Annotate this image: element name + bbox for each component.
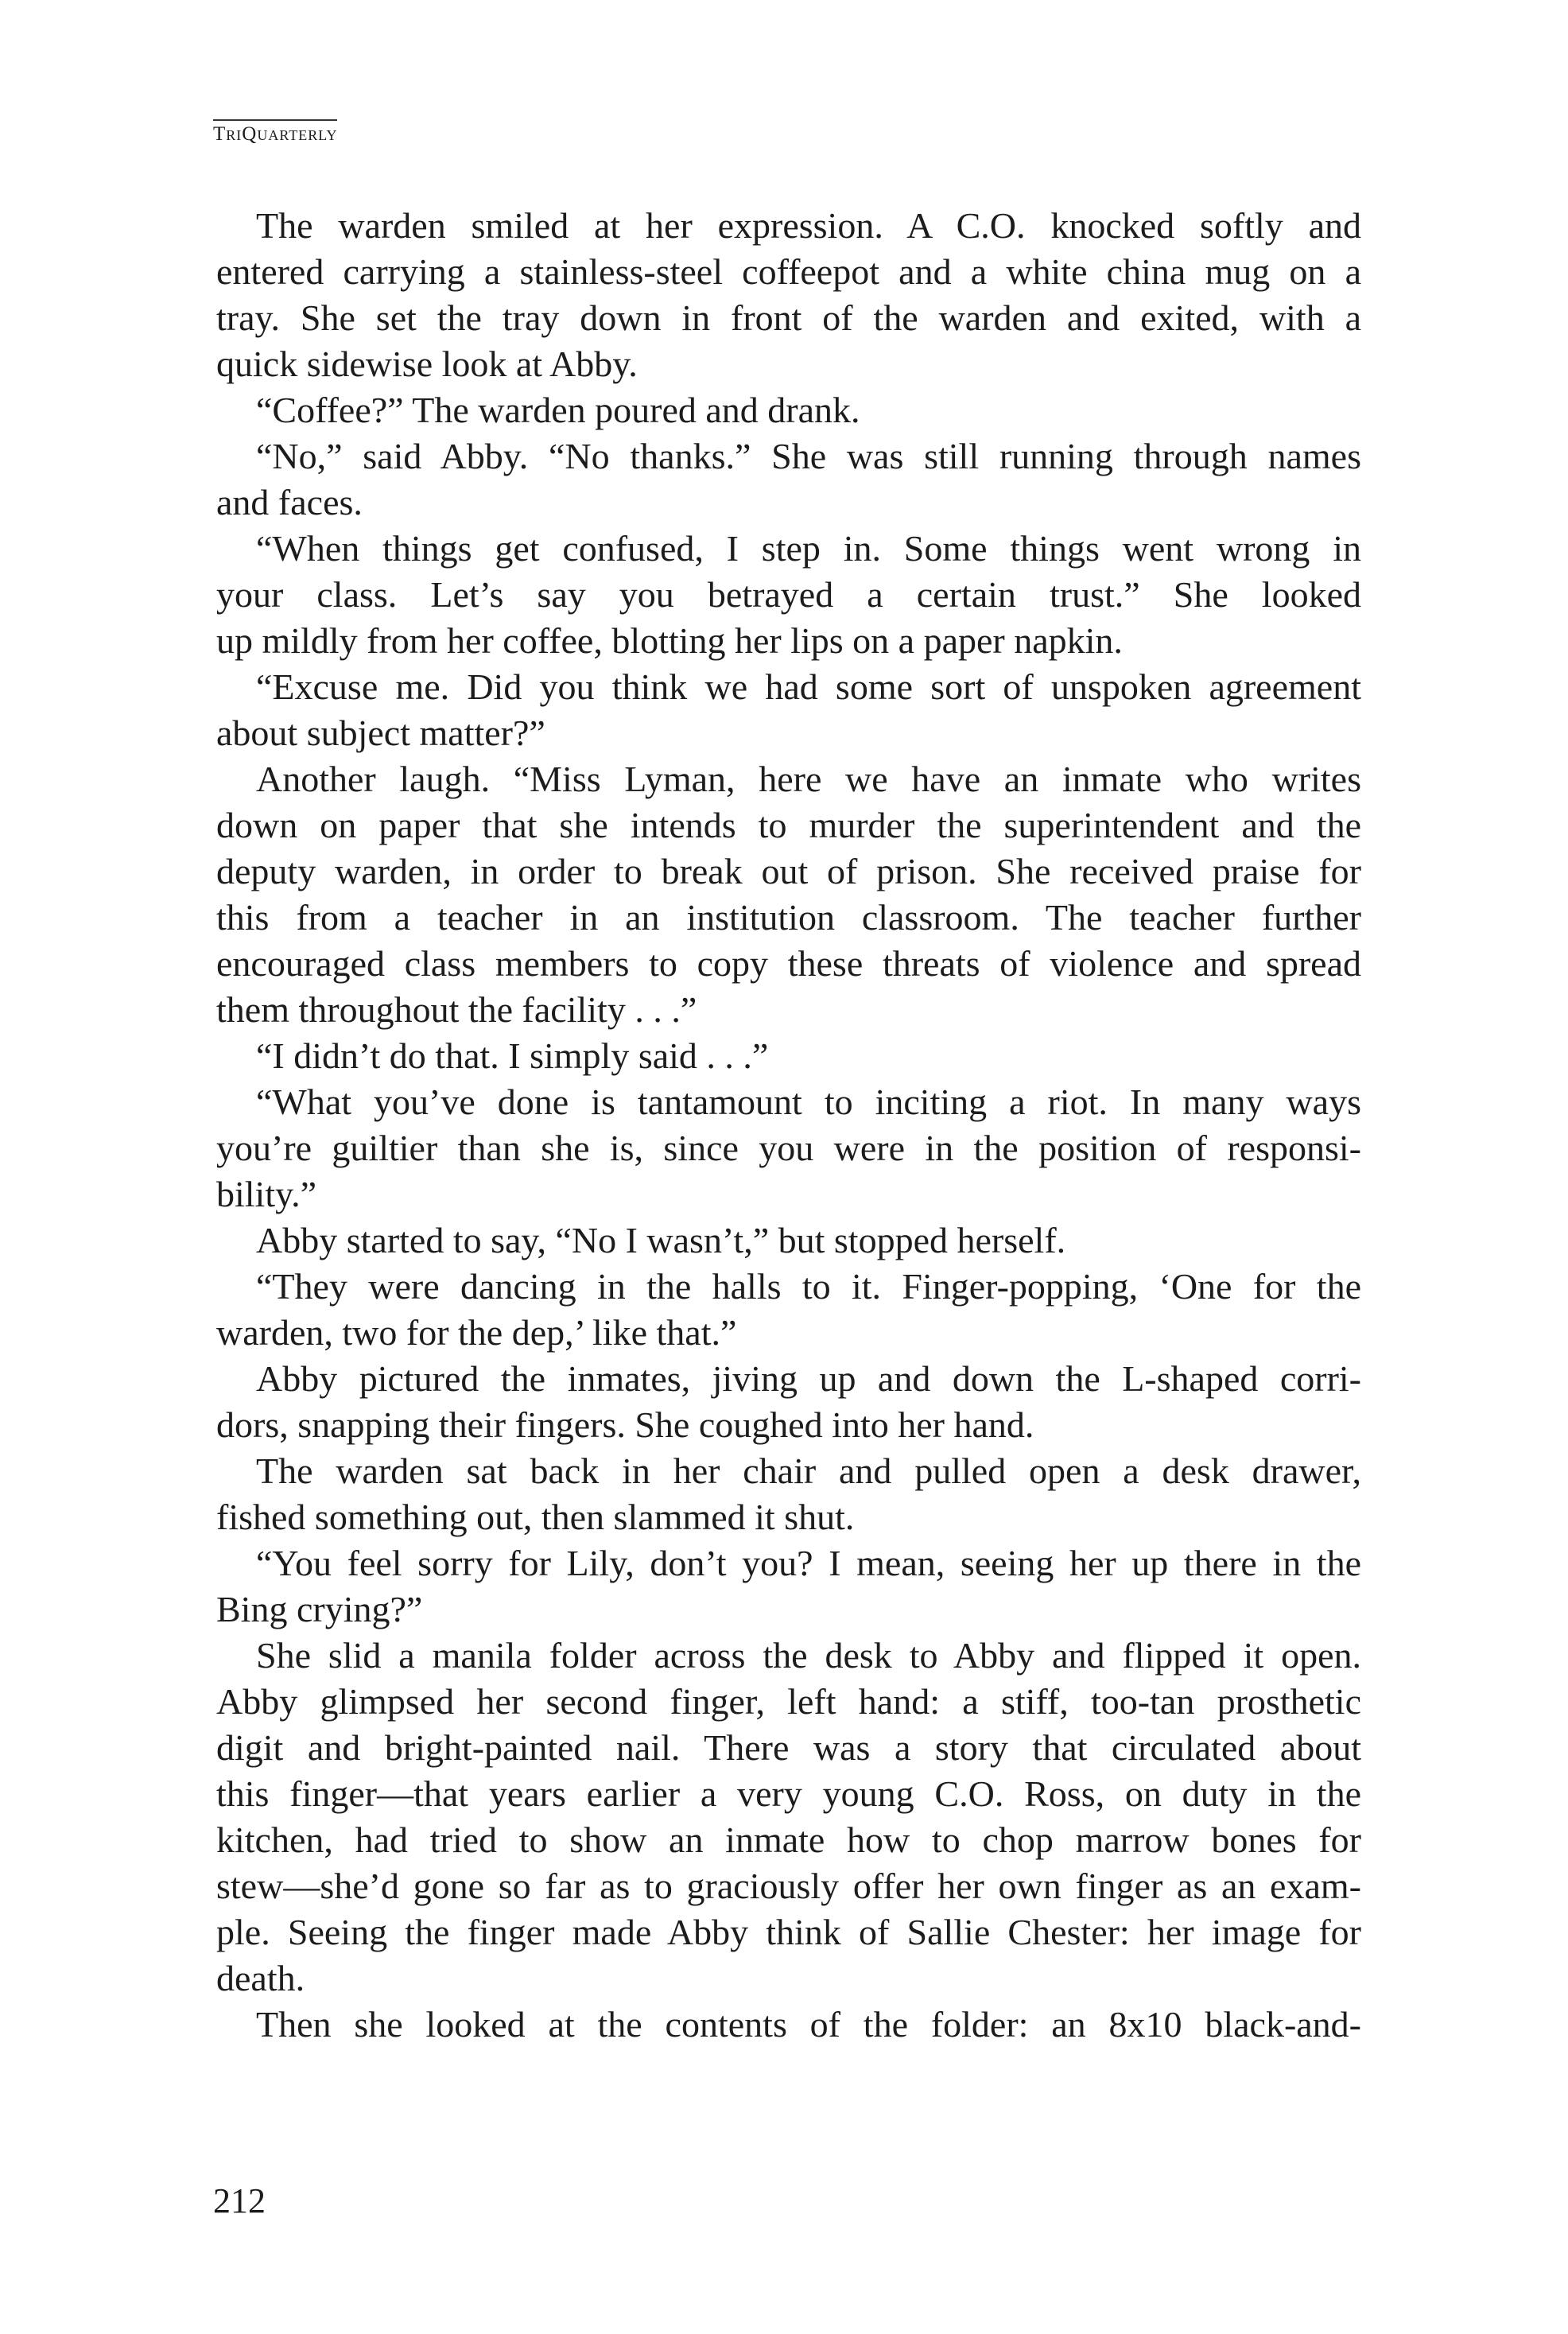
text-line: encouraged class members to copy these threats of violence and spread: [216, 943, 1361, 984]
text-line: dors, snapping their fingers. She coughed into her hand.: [216, 1404, 1034, 1445]
text-line: them throughout the facility . . .”: [216, 989, 697, 1030]
text-line: Another laugh. “Miss Lyman, here we have an inmate who writes: [256, 759, 1361, 799]
text-line: digit and bright-painted nail. There was a story that circulated about: [216, 1727, 1361, 1768]
text-line: “When things get confused, I step in. Some things went wrong in: [256, 528, 1361, 569]
text-line: warden, two for the dep,’ like that.”: [216, 1312, 737, 1353]
text-line: bility.”: [216, 1174, 317, 1214]
text-line: fished something out, then slammed it shut.: [216, 1497, 855, 1537]
running-head: TriQuarterly: [213, 119, 337, 146]
text-line: kitchen, had tried to show an inmate how to chop marrow bones for: [216, 1819, 1361, 1860]
text-line: The warden smiled at her expression. A C.O. knocked softly and: [256, 205, 1361, 246]
text-line: quick sidewise look at Abby.: [216, 344, 638, 384]
text-line: this finger—that years earlier a very young C.O. Ross, on duty in the: [216, 1773, 1361, 1814]
text-line: ple. Seeing the finger made Abby think of Sallie Chester: her image for: [216, 1912, 1361, 1952]
text-line: Abby started to say, “No I wasn’t,” but stopped herself.: [256, 1220, 1066, 1260]
text-line: “You feel sorry for Lily, don’t you? I mean, seeing her up there in the: [256, 1543, 1361, 1583]
text-line: The warden sat back in her chair and pulled open a desk drawer,: [256, 1450, 1361, 1491]
text-line: “Excuse me. Did you think we had some sort of unspoken agreement: [256, 666, 1361, 707]
text-line: tray. She set the tray down in front of the warden and exited, with a: [216, 297, 1361, 338]
text-line: Abby pictured the inmates, jiving up and down the L-shaped corri-: [256, 1358, 1361, 1399]
text-line: up mildly from her coffee, blotting her lips on a paper napkin.: [216, 620, 1123, 661]
text-line: deputy warden, in order to break out of prison. She received praise for: [216, 851, 1361, 891]
body-text: [216, 203, 1361, 2048]
text-line: Bing crying?”: [216, 1589, 423, 1629]
text-line: entered carrying a stainless-steel coffeepot and a white china mug on a: [216, 251, 1361, 292]
text-line: She slid a manila folder across the desk to Abby and flipped it open.: [256, 1635, 1361, 1676]
text-line: “No,” said Abby. “No thanks.” She was still running through names: [256, 436, 1361, 476]
text-line: “Coffee?” The warden poured and drank.: [256, 390, 860, 430]
text-line: down on paper that she intends to murder the superintendent and the: [216, 805, 1361, 845]
text-line: your class. Let’s say you betrayed a certain trust.” She looked: [216, 574, 1361, 615]
text-line: this from a teacher in an institution classroom. The teacher further: [216, 897, 1361, 938]
text-line: “I didn’t do that. I simply said . . .”: [256, 1035, 769, 1076]
text-line: stew—she’d gone so far as to graciously offer her own finger as an exam-: [216, 1866, 1361, 1906]
text-line: “They were dancing in the halls to it. Finger-popping, ‘One for the: [256, 1266, 1361, 1307]
text-line: and faces.: [216, 482, 363, 522]
text-line: you’re guiltier than she is, since you were in the position of responsi-: [216, 1128, 1361, 1168]
text-line: about subject matter?”: [216, 713, 545, 753]
text-line: death.: [216, 1958, 305, 1998]
text-line: Abby glimpsed her second finger, left hand: a stiff, too-tan prosthetic: [216, 1681, 1361, 1722]
text-line: “What you’ve done is tantamount to inciting a riot. In many ways: [256, 1082, 1361, 1122]
text-line: Then she looked at the contents of the folder: an 8x10 black-and-: [256, 2004, 1361, 2045]
page-number: 212: [213, 2181, 266, 2220]
